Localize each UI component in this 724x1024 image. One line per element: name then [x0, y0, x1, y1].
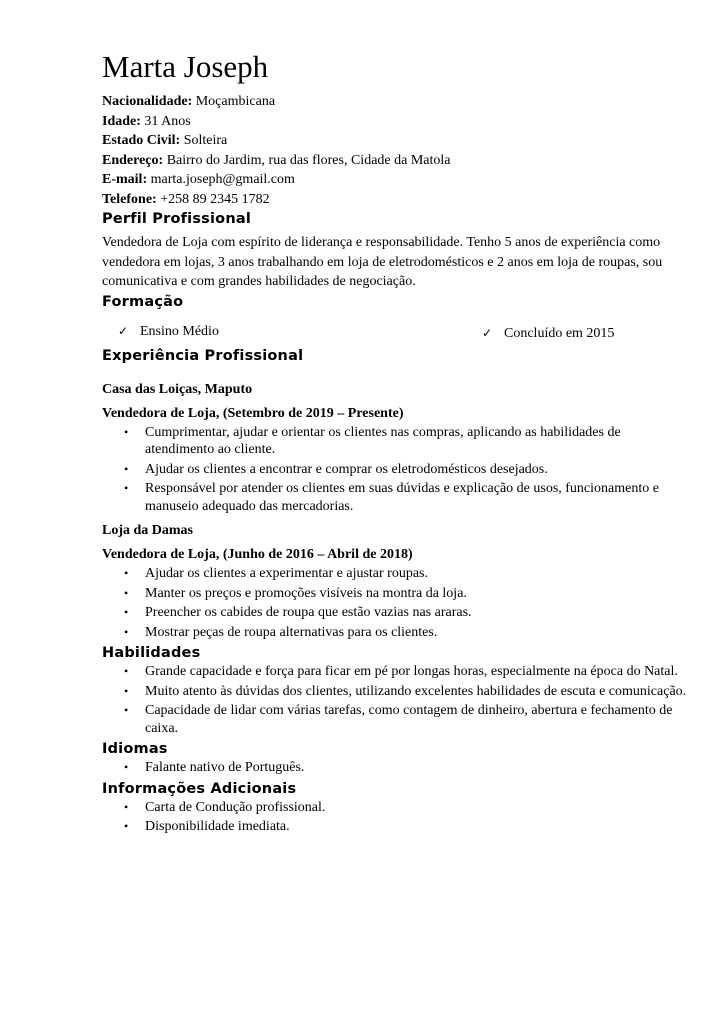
list-item-text: Carta de Condução profissional. — [145, 799, 326, 815]
list-item — [102, 818, 692, 836]
phone-label: Telefone: — [102, 191, 157, 207]
bullet-icon: • — [124, 799, 129, 814]
nationality-line — [102, 92, 692, 112]
languages-list — [102, 759, 692, 777]
education-level: Ensino Médio — [140, 323, 219, 339]
nationality-value: Moçambicana — [195, 94, 276, 109]
list-item-text: Ajudar os clientes a encontrar e comprar os eletrodomésticos desejados. — [145, 461, 548, 477]
candidate-name: Marta Joseph — [102, 49, 269, 84]
list-item-text: Grande capacidade e força para ficar em pé por longas horas, especialmente na época do Natal. — [145, 664, 678, 679]
education-status: Concluído em 2015 — [504, 325, 615, 341]
bullet-icon: • — [124, 481, 129, 495]
list-item-text: Preencher os cabides de roupa que estão vazias nas araras. — [145, 605, 472, 620]
address-label: Endereço: — [102, 152, 164, 168]
list-item — [102, 480, 692, 515]
job-role — [102, 545, 692, 565]
list-item — [102, 461, 692, 479]
job-role: Vendedora de Loja, (Setembro de 2019 – Presente) — [102, 405, 404, 421]
bullet-icon: • — [124, 424, 129, 439]
age-label: Idade: — [102, 113, 141, 129]
age-value: 31 Anos — [144, 113, 191, 129]
education-row — [102, 324, 692, 346]
section-title-experience: Experiência Profissional — [102, 347, 304, 364]
job-company: Casa das Loiças, Maputo — [102, 381, 253, 397]
bullet-icon: • — [124, 683, 129, 698]
list-item-text: Responsável por atender os clientes em suas dúvidas e explicação de usos, funcionamento e manuseio adequado das mercadorias. — [145, 481, 659, 514]
list-item — [102, 565, 692, 583]
education-level-item — [118, 324, 219, 340]
list-item — [102, 604, 692, 622]
list-item — [102, 663, 692, 681]
bullet-icon: • — [124, 461, 129, 476]
section-title-skills: Habilidades — [102, 645, 201, 661]
list-item-text: Cumprimentar, ajudar e orientar os clientes nas compras, aplicando as habilidades de atendimento ao cliente. — [145, 424, 621, 457]
additional-list — [102, 799, 692, 836]
civil-status-label: Estado Civil: — [102, 133, 181, 148]
bullet-icon: • — [124, 624, 129, 639]
job-company: Loja da Damas — [102, 523, 194, 538]
bullet-icon: • — [124, 566, 129, 580]
job-task-list — [102, 424, 692, 516]
list-item-text: Capacidade de lidar com várias tarefas, como contagem de dinheiro, abertura e fechamento de caixa. — [145, 703, 673, 736]
bullet-icon: • — [124, 819, 129, 833]
list-item — [102, 702, 692, 737]
address-line — [102, 151, 692, 171]
email-value: marta.joseph@gmail.com — [150, 172, 295, 187]
bullet-icon: • — [124, 760, 129, 774]
list-item-text: Falante nativo de Português. — [145, 760, 305, 775]
section-title-education: Formação — [102, 293, 184, 310]
bullet-icon: • — [124, 703, 129, 717]
education-status-item — [482, 326, 614, 342]
list-item — [102, 624, 692, 642]
check-icon: ✓ — [118, 323, 129, 338]
job-role-title: Vendedora de Loja, — [102, 547, 223, 562]
list-item — [102, 759, 692, 777]
list-item-text: Muito atento às dúvidas dos clientes, utilizando excelentes habilidades de escuta e comunicação. — [145, 683, 687, 699]
section-title-profile: Perfil Profissional — [102, 211, 251, 227]
nationality-label: Nacionalidade: — [102, 94, 193, 109]
list-item-text: Ajudar os clientes a experimentar e ajustar roupas. — [145, 566, 429, 581]
bullet-icon: • — [124, 605, 129, 619]
job-role-period: (Junho de 2016 – Abril de 2018) — [222, 547, 413, 562]
list-item — [102, 799, 692, 817]
skills-list — [102, 663, 692, 737]
phone-line — [102, 190, 692, 210]
resume-page — [102, 48, 692, 838]
job-task-list — [102, 565, 692, 641]
bullet-icon: • — [124, 664, 129, 678]
section-title-languages: Idiomas — [102, 741, 168, 757]
email-label: E-mail: — [102, 172, 148, 187]
list-item-text: Disponibilidade imediata. — [145, 819, 290, 834]
email-line — [102, 170, 692, 190]
bullet-icon: • — [124, 585, 129, 600]
list-item — [102, 585, 692, 603]
profile-text: Vendedora de Loja com espírito de liderança e responsabilidade. Tenho 5 anos de experiência como vendedora em lojas, 3 anos trabalhando em loja de eletrodomésticos e 2 anos em loja de roupas, sou comunicativa e com grandes habilidades de negociação. — [102, 235, 663, 289]
address-value: Bairro do Jardim, rua das flores, Cidade da Matola — [166, 152, 451, 168]
civil-status-value: Solteira — [183, 133, 228, 148]
check-icon: ✓ — [482, 325, 493, 340]
age-line — [102, 112, 692, 132]
list-item-text: Manter os preços e promoções visíveis na montra da loja. — [145, 585, 467, 601]
list-item-text: Mostrar peças de roupa alternativas para os clientes. — [145, 624, 438, 640]
civil-status-line — [102, 131, 692, 151]
phone-value: +258 89 2345 1782 — [160, 191, 270, 207]
list-item — [102, 424, 692, 459]
list-item — [102, 683, 692, 701]
section-title-additional: Informações Adicionais — [102, 780, 297, 797]
